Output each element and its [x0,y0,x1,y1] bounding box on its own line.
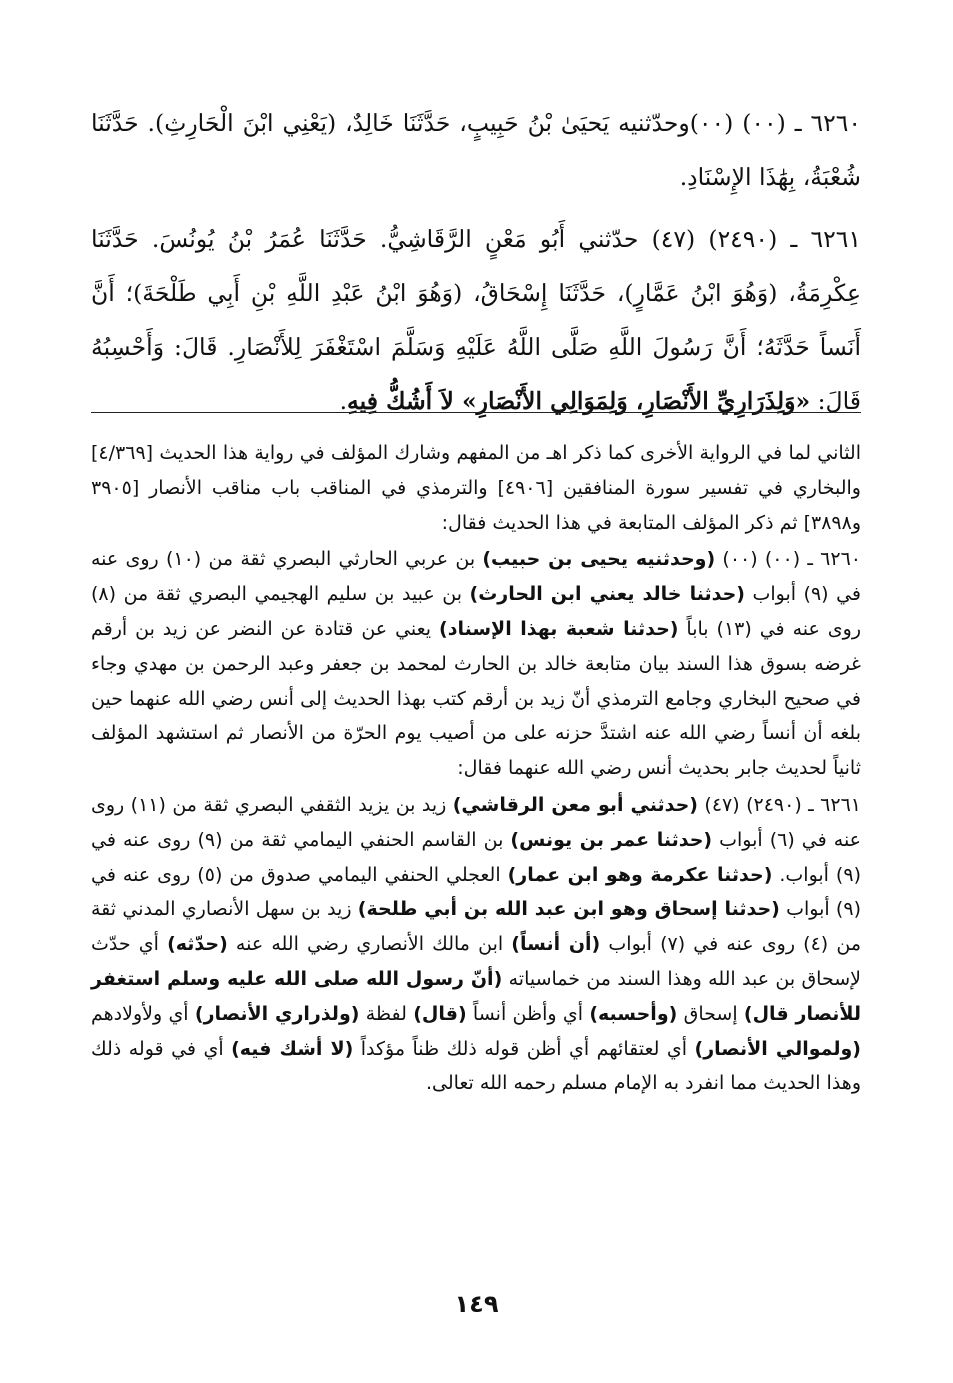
c3-b6: (حدّثه) [167,933,228,956]
separator-line [91,412,861,413]
c3-b2: (حدثنا عمر بن يونس) [510,828,713,851]
c3-b11: (ولموالي الأنصار) [694,1037,861,1060]
c3-s7: أي حدّث لإسحاق بن عبد الله وهذا السند من خماسياته [91,933,861,990]
hadith-6260-text: ٦٢٦٠ ـ (٠٠) (٠٠)وحدّثنيه يَحيَىٰ بْنُ حَبِيبٍ، حَدَّثَنَا خَالِدٌ، (يَعْنِي ابْنَ الْحَارِثِ). حَدَّثَنَا شُعْبَةُ، بِهَٰذَا الإِسْنَادِ. [91,109,861,191]
commentary-paragraph-2 [91,542,861,786]
c3-b4: (حدثنا إسحاق وهو ابن عبد الله بن أبي طلحة) [357,898,780,921]
c3-b12: (لا أشك فيه) [231,1037,354,1060]
c3-s12: أي لعتقائهم أي أظن قوله ذلك ظناً مؤكداً [353,1037,695,1060]
c3-s3: بن القاسم الحنفي اليمامي ثقة من (٩) روى عنه في (٩) أبواب. [91,828,861,886]
c3-s11: أي ولأولادهم [91,1002,195,1025]
c2-s3: بن عبيد بن سليم الهجيمي البصري ثقة من (٨) روى عنه في (١٣) باباً [91,583,861,640]
page-number: ١٤٩ [454,1290,499,1318]
c3-b1: (حدثني أبو معن الرقاشي) [452,793,698,816]
c3-b8: (وأحسبه) [589,1002,678,1025]
c3-b3: (حدثنا عكرمة وهو ابن عمار) [507,863,773,886]
c3-s2: زيد بن يزيد الثقفي البصري ثقة من (١١) روى عنه في (٦) أبواب [91,793,862,851]
c3-b9: (قال) [413,1002,467,1025]
hadith-6260 [91,96,861,204]
c3-s6: ابن مالك الأنصاري رضي الله عنه [227,933,512,956]
c2-b1: (وحدثنيه يحيى بن حبيب) [482,548,716,571]
c3-s5: زيد بن سهل الأنصاري المدني ثقة من (٤) روى عنه في (٧) أبواب [91,898,862,956]
c3-s13: أي في قوله ذلك وهذا الحديث مما انفرد به الإمام مسلم رحمه الله تعالى. [91,1037,861,1095]
c3-b7: (أنّ رسول الله صلى الله عليه وسلم استغفر للأنصار قال) [91,967,861,1025]
c3-s8: إسحاق [677,1002,744,1025]
hadith-6261 [91,212,861,428]
c2-b2: (حدثنا خالد يعني ابن الحارث) [469,583,745,606]
hadith-6261-emphasis: «وَلِذَرَارِيِّ الأَنْصَارِ، وَلِمَوَالِي الأَنْصَارِ» لاَ أَشُكُّ فِيهِ [347,387,811,415]
c2-s1: ٦٢٦٠ ـ (٠٠) (٠٠) [715,548,861,571]
hadith-6261-end: . [339,387,348,415]
c3-s10: لفظة [359,1002,414,1025]
commentary-p1-text: الثاني لما في الرواية الأخرى كما ذكر اهـ من المفهم وشارك المؤلف في رواية هذا الحديث [٤/٣٦٩] والبخاري في تفسير سورة المنافقين [٤٩٠٦] والترمذي في المناقب باب مناقب الأنصار [٣٩٠٥ و٣٨٩٨] ثم ذكر المؤلف المتابعة في هذا الحديث فقال: [91,442,861,534]
commentary-paragraph-1 [91,436,861,540]
c3-s4: العجلي الحنفي اليمامي صدوق من (٥) روى عنه في (٩) أبواب [91,863,861,921]
hadith-text-block [91,96,861,436]
c3-s1: ٦٢٦١ ـ (٢٤٩٠) (٤٧) [697,793,861,816]
hadith-6261-text: ٦٢٦١ ـ (٢٤٩٠) (٤٧) حدّثني أَبُو مَعْنٍ الرَّقَاشِيُّ. حَدَّثَنَا عُمَرُ بْنُ يُونُسَ. حَدَّثَنَا عِكْرِمَةُ، (وَهُوَ ابْنُ عَمَّارٍ)، حَدَّثَنَا إِسْحَاقُ، (وَهُوَ ابْنُ عَبْدِ اللَّهِ بْنِ أَبِي طَلْحَةَ)؛ أَنَّ أَنَساً حَدَّثَهُ؛ أَنَّ رَسُولَ اللَّهِ صَلَّى اللَّهُ عَلَيْهِ وَسَلَّمَ اسْتَغْفَرَ لِلأَنْصَارِ. قَالَ: وَأَحْسِبُهُ قَالَ: [91,225,862,415]
c2-s4: يعني عن قتادة عن النضر عن زيد بن أرقم غرضه بسوق هذا السند بيان متابعة خالد بن الحارث لمحمد بن جعفر وعبد الرحمن بن مهدي وجاء في صحيح البخاري وجامع الترمذي أنّ زيد بن أرقم كتب بهذا الحديث إلى أنس رضي الله عنهما حين بلغه أن أنساً رضي الله عنه اشتدَّ حزنه على من أصيب يوم الحرّة من الأنصار ثم استشهد المؤلف ثانياً لحديث جابر بحديث أنس رضي الله عنهما فقال: [91,617,861,780]
commentary-paragraph-3 [91,788,861,1101]
c2-s2: بن عربي الحارثي البصري ثقة من (١٠) روى عنه في (٩) أبواب [91,548,862,606]
c3-s9: أي وأظن أنساً [466,1002,590,1025]
c3-b5: (أن أنساً) [511,933,601,956]
commentary-block [91,436,861,1103]
c2-b3: (حدثنا شعبة بهذا الإسناد) [439,617,679,640]
c3-b10: (ولذراري الأنصار) [194,1002,360,1025]
